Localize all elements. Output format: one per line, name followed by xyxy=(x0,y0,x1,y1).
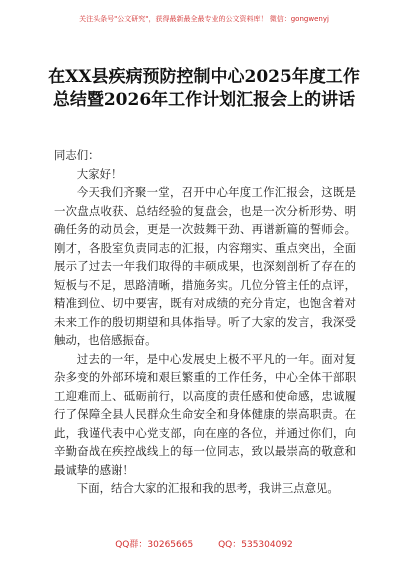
document-body xyxy=(54,146,356,498)
paragraph-review: 过去的一年，是中心发展史上极不平凡的一年。面对复杂多变的外部环境和艰巨繁重的工作任务，中心全体干部职工迎难而上、砥砺前行，以高度的责任感和使命感，忠诚履行了保障全县人民群众生命安全和身体健康的崇高职责。在此，我谨代表中心党支部，向在座的各位，并通过你们，向辛勤奋战在疾控战线上的每一位同志，致以最崇高的敬意和最诚挚的感谢！ xyxy=(54,351,356,477)
contact-footer xyxy=(0,537,408,550)
salutation: 同志们： xyxy=(54,148,100,162)
paragraph-intro: 今天我们齐聚一堂，召开中心年度工作汇报会，这既是一次盘点收获、总结经验的复盘会，也是一次分析形势、明确任务的动员会，更是一次鼓舞干劲、再谱新篇的誓师会。刚才，各股室负责同志的汇报，内容翔实、重点突出，全面展示了过去一年我们取得的丰硕成果，也深刻剖析了存在的短板与不足，思路清晰，措施务实。几位分管主任的点评，精准到位、切中要害，既有对成绩的充分肯定，也饱含着对未来工作的殷切期望和具体指导。听了大家的发言，我深受触动，也倍感振奋。 xyxy=(54,185,356,347)
qq-number: QQ：535304092 xyxy=(218,540,293,550)
promo-header: 关注头条号"公文研究"，获得最新最全最专业的公文资料库！ 微信：gongwenyj xyxy=(79,15,329,23)
paragraph-greeting: 大家好！ xyxy=(76,166,123,181)
document-title: 在XX县疾病预防控制中心2025年度工作总结暨2026年工作计划汇报会上的讲话 xyxy=(48,67,360,110)
paragraph-transition: 下面，结合大家的汇报和我的思考，我讲三点意见。 xyxy=(76,481,339,495)
qq-group-number: QQ群：30265665 xyxy=(115,540,194,550)
